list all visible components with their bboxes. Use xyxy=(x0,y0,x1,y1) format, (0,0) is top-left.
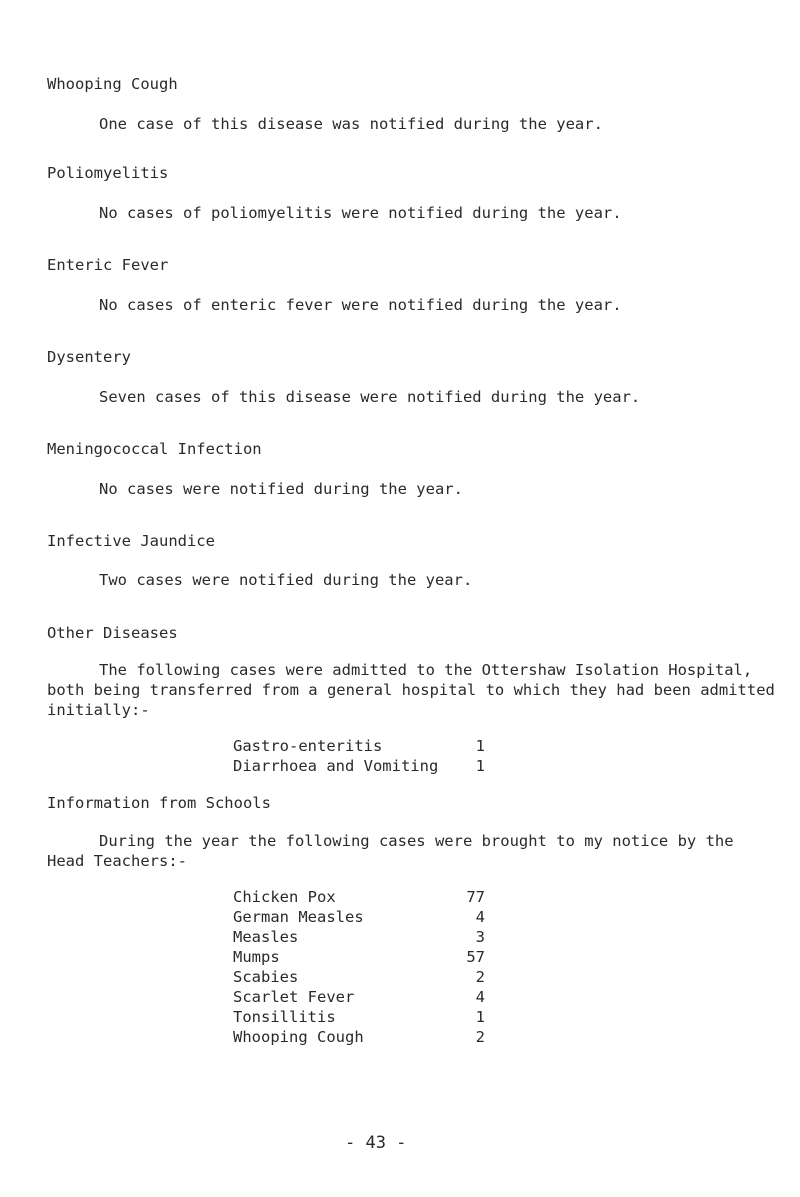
text-meningococcal: No cases were notified during the year. xyxy=(99,480,463,498)
schools-row-value: 77 xyxy=(466,888,485,906)
schools-row-value: 3 xyxy=(475,928,485,946)
schools-row-label: Chicken Pox xyxy=(233,888,336,906)
schools-row-value: 4 xyxy=(475,988,485,1006)
schools-row-label: Tonsillitis xyxy=(233,1008,336,1026)
other-para-line-2: both being transferred from a general hospital to which they had been admitted xyxy=(47,681,775,699)
heading-other-diseases: Other Diseases xyxy=(47,624,178,642)
text-infective-jaundice: Two cases were notified during the year. xyxy=(99,571,473,589)
other-row-label: Gastro-enteritis xyxy=(233,737,383,755)
other-row-label: Diarrhoea and Vomiting xyxy=(233,757,439,775)
other-para-line-3: initially:- xyxy=(47,701,150,719)
other-row-value: 1 xyxy=(475,757,485,775)
text-poliomyelitis: No cases of poliomyelitis were notified during the year. xyxy=(99,204,622,222)
schools-row-label: Mumps xyxy=(233,948,280,966)
schools-row-value: 2 xyxy=(475,1028,485,1046)
heading-infective-jaundice: Infective Jaundice xyxy=(47,532,215,550)
schools-row-value: 4 xyxy=(475,908,485,926)
schools-row-label: Whooping Cough xyxy=(233,1028,364,1046)
other-row-value: 1 xyxy=(475,737,485,755)
schools-row-value: 57 xyxy=(466,948,485,966)
text-whooping-cough: One case of this disease was notified during the year. xyxy=(99,115,603,133)
schools-row-value: 1 xyxy=(475,1008,485,1026)
page-number: - 43 - xyxy=(345,1133,407,1153)
heading-whooping-cough: Whooping Cough xyxy=(47,75,178,93)
heading-dysentery: Dysentery xyxy=(47,348,131,366)
heading-enteric-fever: Enteric Fever xyxy=(47,256,169,274)
heading-information-from-schools: Information from Schools xyxy=(47,794,271,812)
text-dysentery: Seven cases of this disease were notified during the year. xyxy=(99,388,641,406)
schools-row-label: Measles xyxy=(233,928,299,946)
text-enteric-fever: No cases of enteric fever were notified during the year. xyxy=(99,296,622,314)
heading-meningococcal: Meningococcal Infection xyxy=(47,440,262,458)
schools-row-label: German Measles xyxy=(233,908,364,926)
schools-para-line-2: Head Teachers:- xyxy=(47,852,187,870)
heading-poliomyelitis: Poliomyelitis xyxy=(47,164,169,182)
schools-row-value: 2 xyxy=(475,968,485,986)
other-para-line-1: The following cases were admitted to the Ottershaw Isolation Hospital, xyxy=(99,661,753,679)
schools-row-label: Scabies xyxy=(233,968,299,986)
schools-para-line-1: During the year the following cases were brought to my notice by the xyxy=(99,832,734,850)
schools-row-label: Scarlet Fever xyxy=(233,988,355,1006)
